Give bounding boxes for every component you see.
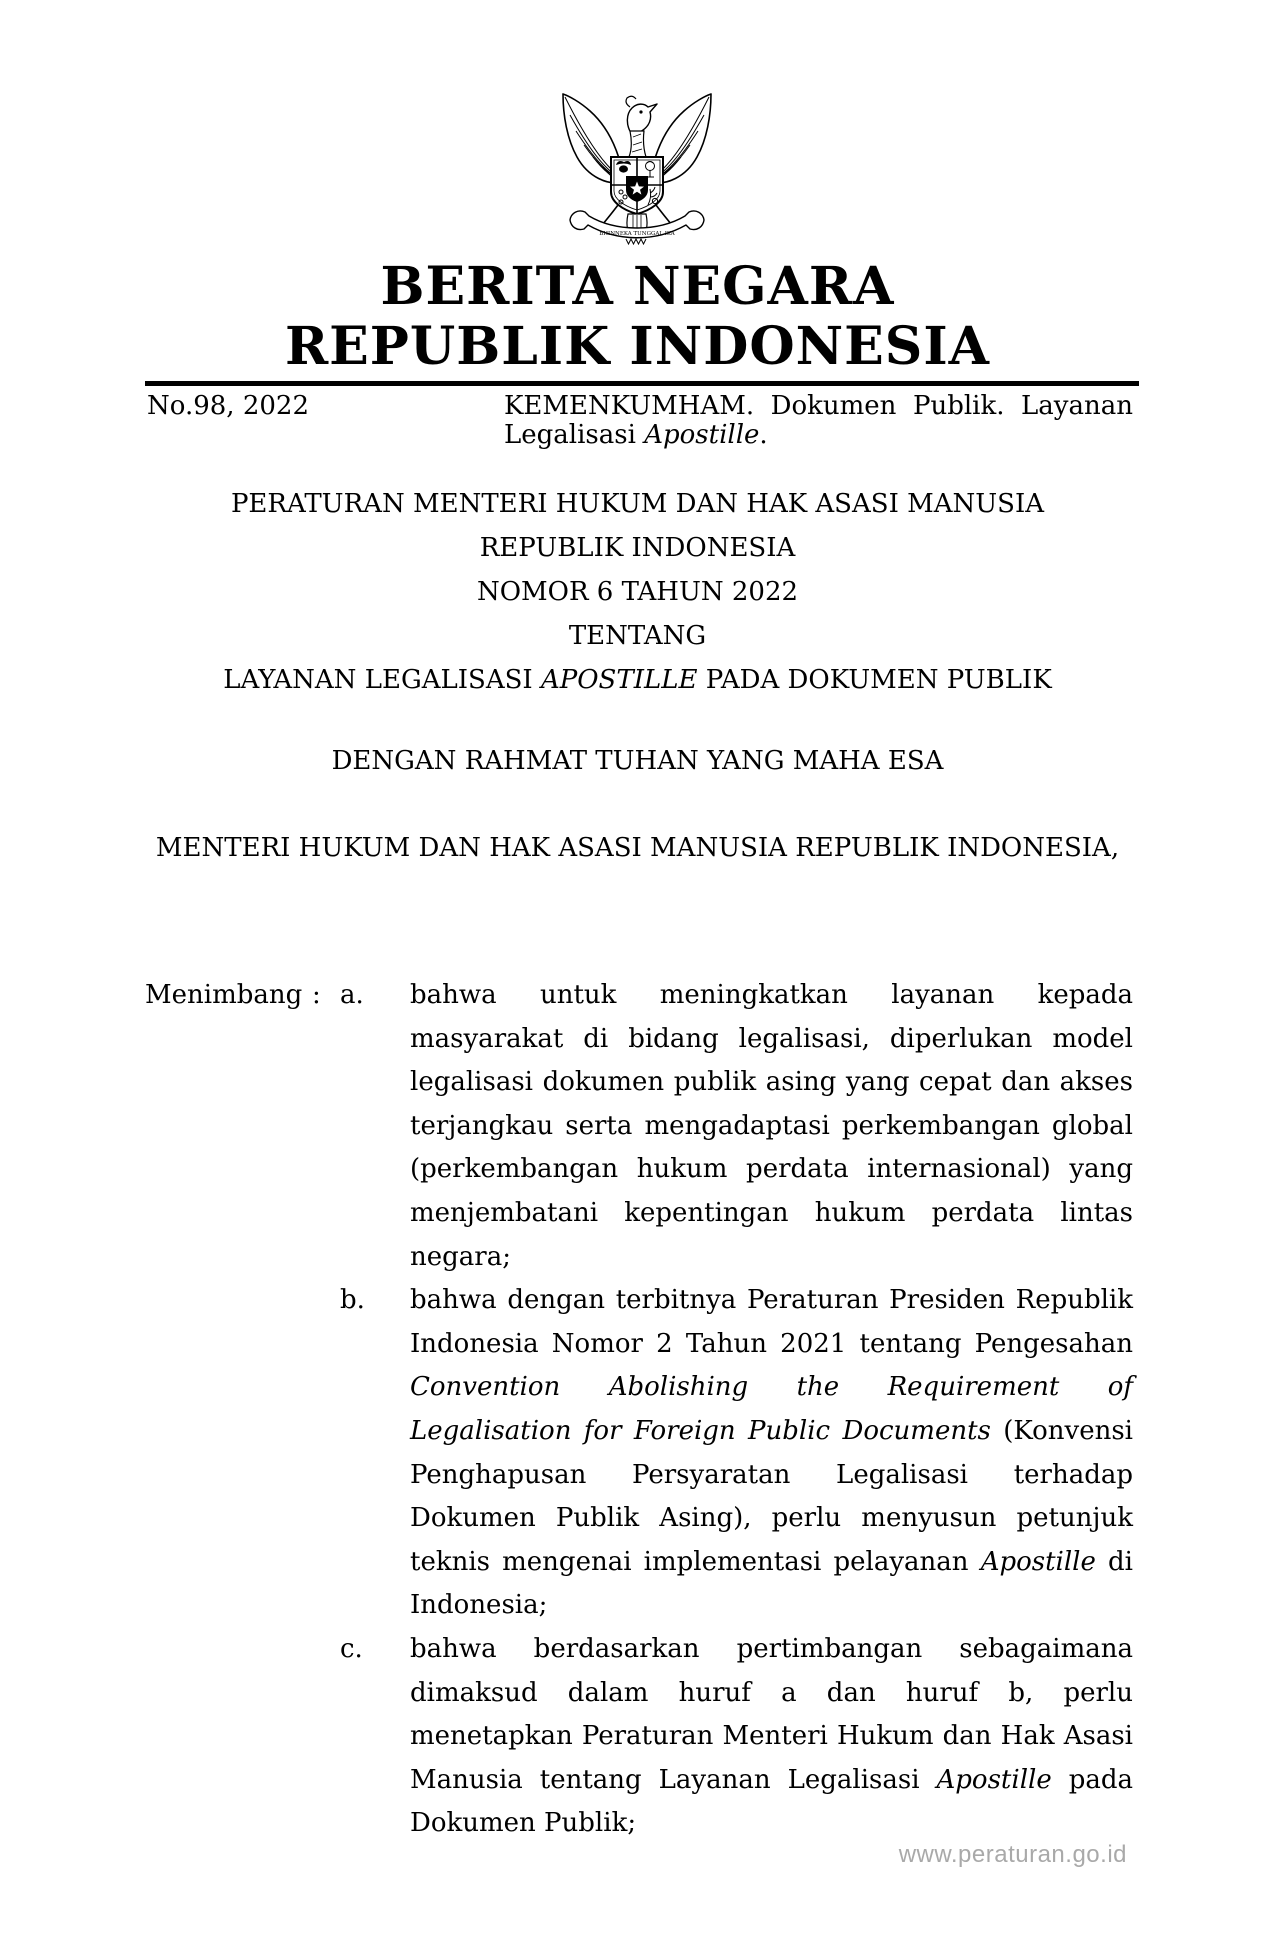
regulation-title-line4: TENTANG [568, 621, 707, 651]
headnote-text: Legalisasi [504, 420, 645, 450]
item-text-run: pada Dokumen Publik; [410, 1764, 1133, 1839]
watermark-url: www.peraturan.go.id [898, 1841, 1127, 1868]
masthead-title-line2: REPUBLIK INDONESIA [284, 316, 991, 377]
gazette-number: No.98, 2022 [147, 391, 309, 421]
considering-label: Menimbang [145, 980, 303, 1010]
invocation-line: DENGAN RAHMAT TUHAN YANG MAHA ESA [331, 746, 944, 776]
item-text-run-italic: Apostille [936, 1764, 1052, 1795]
regulation-title-line2: REPUBLIK INDONESIA [479, 533, 796, 563]
title-text-italic: APOSTILLE [540, 665, 698, 695]
item-text [410, 974, 1133, 1279]
masthead-divider [145, 381, 1139, 386]
considering-section [145, 974, 1133, 1846]
item-text-run: bahwa berdasarkan pertimbangan sebagaimana dimaksud dalam huruf a dan huruf b, perlu menetapkan Peraturan Menteri Hukum dan Hak Asasi Manusia tentang Layanan Legalisasi [410, 1633, 1133, 1795]
item-letter: b. [340, 1285, 365, 1316]
item-letter: a. [340, 980, 364, 1010]
item-text-run: (Konvensi Penghapusan Persyaratan Legalisasi terhadap Dokumen Publik Asing), perlu menyusun petunjuk teknis mengenai implementasi pelayanan [410, 1415, 1133, 1577]
masthead-title-line1: BERITA NEGARA [380, 256, 895, 317]
title-text: LAYANAN LEGALISASI [223, 665, 541, 695]
regulation-title-line3: NOMOR 6 TAHUN 2022 [476, 577, 799, 607]
regulation-title [0, 482, 1275, 702]
item-text [410, 1279, 1133, 1628]
item-text [410, 1628, 1133, 1846]
headnote-word: Publik. [912, 391, 1005, 421]
item-letter: c. [340, 1633, 363, 1664]
regulation-title-line5 [0, 658, 1275, 702]
garuda-pancasila-emblem [558, 89, 716, 245]
headnote-text: . [759, 420, 768, 450]
gazette-masthead [0, 257, 1275, 377]
headnote-subject-line1 [504, 392, 1133, 421]
regulation-title-line1: PERATURAN MENTERI HUKUM DAN HAK ASASI MANUSIA [230, 489, 1045, 519]
item-text-run: bahwa dengan terbitnya Peraturan Presiden Republik Indonesia Nomor 2 Tahun 2021 tentang Pengesahan [410, 1285, 1133, 1359]
headnote-word: Dokumen [770, 391, 897, 421]
headnote-word: Layanan [1021, 391, 1133, 421]
headnote-subject-line2 [504, 421, 1133, 450]
title-text: PADA DOKUMEN PUBLIK [697, 665, 1052, 695]
headnote-text-italic: Apostille [644, 420, 760, 450]
headnote-subject [504, 392, 1133, 450]
item-text-run: di Indonesia; [410, 1546, 1133, 1621]
emblem-banner-text: BHINNEKA TUNGGAL IKA [599, 231, 675, 237]
considering-colon: : [312, 980, 321, 1010]
item-text-run-italic: Convention Abolishing the Requirement of Legalisation for Foreign Public Documents [410, 1372, 1133, 1446]
item-text-run-italic: Apostille [980, 1546, 1096, 1577]
headnote-word: KEMENKUMHAM. [504, 391, 755, 421]
item-text-run: bahwa untuk meningkatkan layanan kepada masyarakat di bidang legalisasi, diperlukan model legalisasi dokumen publik asing yang cepat dan akses terjangkau serta mengadaptasi perkembangan global (perkembangan hukum perdata internasional) yang menjembatani kepentingan hukum perdata lintas negara; [410, 980, 1133, 1272]
officiant-line: MENTERI HUKUM DAN HAK ASASI MANUSIA REPUBLIK INDONESIA, [155, 833, 1120, 863]
